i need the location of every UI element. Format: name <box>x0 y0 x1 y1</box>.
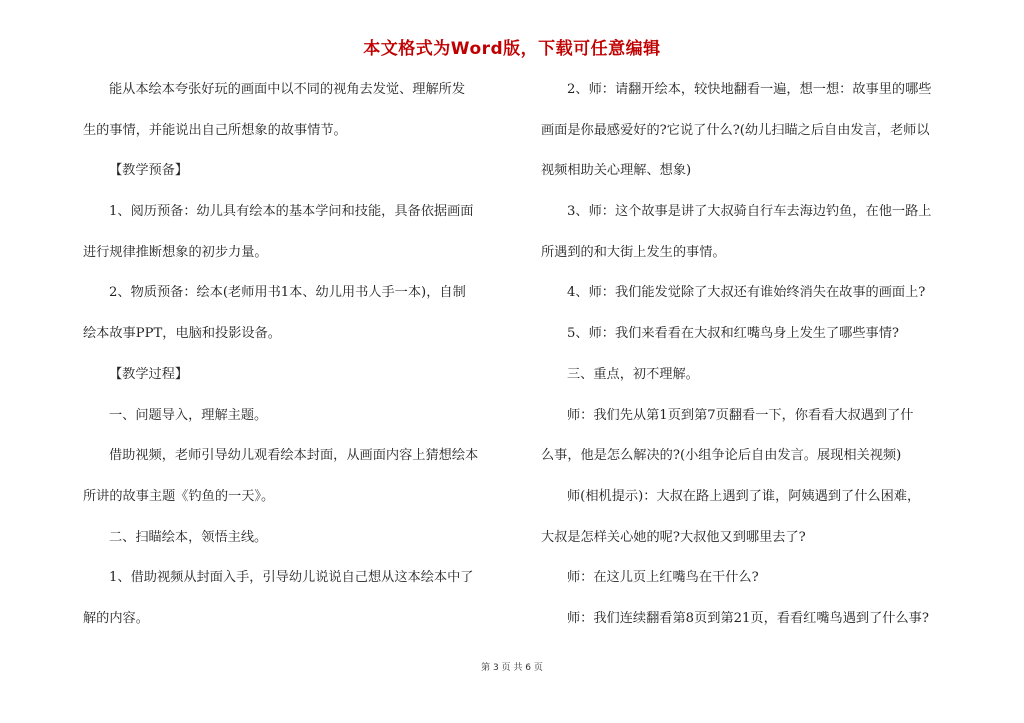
text-line: 4、师：我们能发觉除了大叔还有谁始终消失在故事的画面上? <box>567 285 926 301</box>
left-column <box>83 80 505 650</box>
text-line: 大叔是怎样关心她的呢?大叔他又到哪里去了? <box>541 529 806 545</box>
text-line: 1、阅历预备：幼儿具有绘本的基本学问和技能，具备依据画面 <box>109 204 474 220</box>
text-line: 师：我们连续翻看第8页到第21页，看看红嘴鸟遇到了什么事? <box>567 610 929 626</box>
text-line: 【教学预备】 <box>109 163 189 179</box>
text-line: 解的内容。 <box>83 610 149 626</box>
document-banner: 本文格式为Word版，下载可任意编辑 <box>363 39 661 59</box>
text-line: 能从本绘本夸张好玩的画面中以不同的视角去发觉、理解所发 <box>109 82 466 97</box>
text-line: 视频相助关心理解、想象) <box>541 163 692 179</box>
text-line: 5、师：我们来看看在大叔和红嘴鸟身上发生了哪些事情? <box>567 326 899 342</box>
text-line: 画面是你最感爱好的?它说了什么?(幼儿扫瞄之后自由发言，老师以 <box>541 122 930 138</box>
text-line: 【教学过程】 <box>109 366 189 382</box>
text-line: 师：我们先从第1页到第7页翻看一下，你看看大叔遇到了什 <box>567 407 914 423</box>
text-line: 所讲的故事主题《钓鱼的一天》。 <box>83 488 275 504</box>
text-line: 二、扫瞄绘本，领悟主线。 <box>109 529 268 545</box>
text-line: 么事，他是怎么解决的?(小组争论后自由发言。展现相关视频) <box>541 448 902 464</box>
text-line: 进行规律推断想象的初步力量。 <box>83 244 268 260</box>
text-line: 借助视频，老师引导幼儿观看绘本封面，从画面内容上猜想绘本 <box>109 448 479 464</box>
right-column <box>541 80 959 650</box>
page-footer: 第 3 页 共 6 页 <box>481 663 543 673</box>
text-line: 1、借助视频从封面入手，引导幼儿说说自己想从这本绘本中了 <box>109 570 474 586</box>
text-line: 2、师：请翻开绘本，较快地翻看一遍，想一想：故事里的哪些 <box>567 82 932 97</box>
text-line: 所遇到的和大街上发生的事情。 <box>541 244 726 260</box>
text-line: 师：在这儿页上红嘴鸟在干什么? <box>567 570 759 586</box>
text-line: 一、问题导入，理解主题。 <box>109 407 268 423</box>
text-line: 三、重点，初不理解。 <box>567 366 699 382</box>
text-line: 3、师：这个故事是讲了大叔骑自行车去海边钓鱼，在他一路上 <box>567 204 932 220</box>
text-line: 生的事情，并能说出自己所想象的故事情节。 <box>83 122 347 138</box>
text-line: 2、物质预备：绘本(老师用书1本、幼儿用书人手一本)，自制 <box>109 285 466 301</box>
text-line: 师(相机提示)：大叔在路上遇到了谁，阿姨遇到了什么困难， <box>567 488 921 504</box>
text-line: 绘本故事PPT，电脑和投影设备。 <box>83 326 281 342</box>
